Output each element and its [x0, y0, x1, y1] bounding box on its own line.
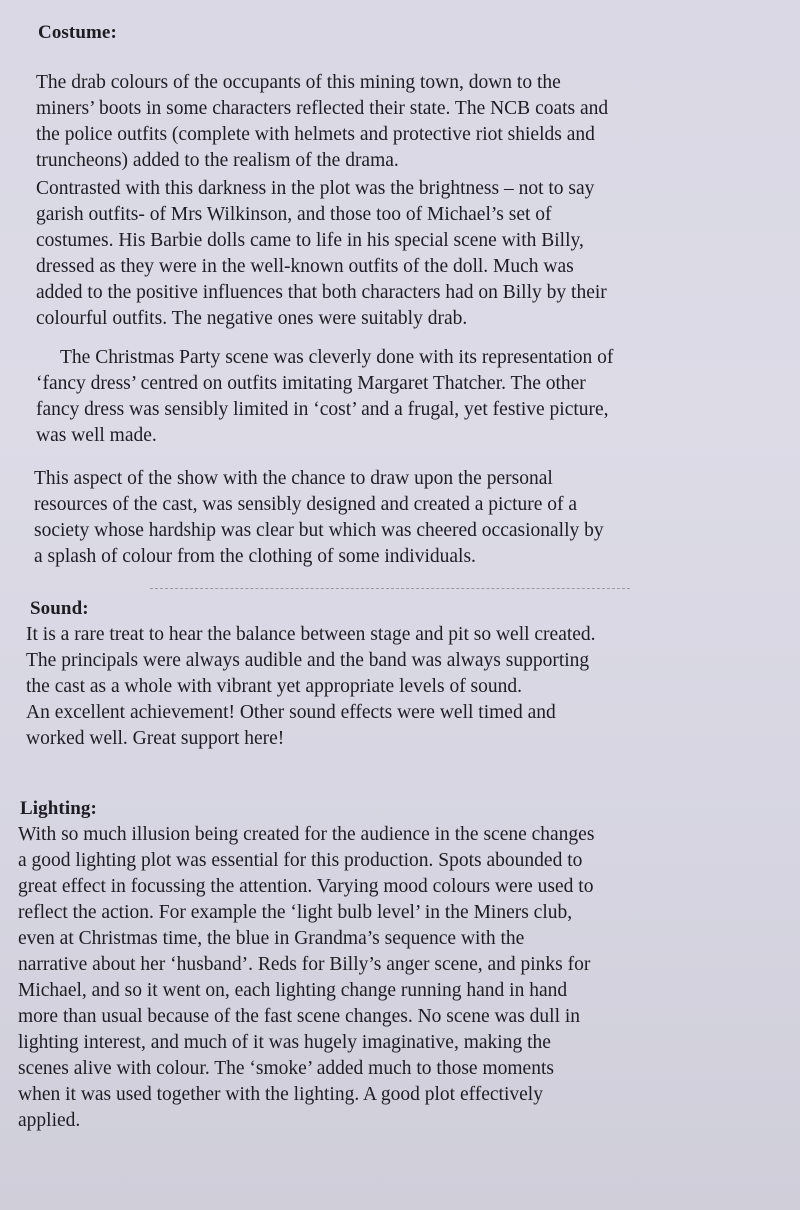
text-line: It is a rare treat to hear the balance between stage and pit so well created.: [26, 624, 596, 645]
text-line: This aspect of the show with the chance to draw upon the personal: [34, 468, 553, 489]
text-line: narrative about her ‘husband’. Reds for Billy’s anger scene, and pinks for: [18, 954, 591, 975]
lighting-paragraph: [18, 822, 594, 1134]
section-divider: [150, 588, 630, 589]
text-line: The principals were always audible and the band was always supporting: [26, 650, 590, 671]
text-line: fancy dress was sensibly limited in ‘cost’ and a frugal, yet festive picture,: [36, 399, 609, 420]
text-line: great effect in focussing the attention. Varying mood colours were used to: [18, 876, 594, 897]
text-line: scenes alive with colour. The ‘smoke’ added much to those moments: [18, 1058, 554, 1079]
text-line: miners’ boots in some characters reflected their state. The NCB coats and: [36, 98, 609, 119]
text-line: The Christmas Party scene was cleverly done with its representation of: [60, 347, 614, 368]
text-line: Michael, and so it went on, each lighting change running hand in hand: [18, 980, 568, 1001]
costume-paragraph-2: [36, 176, 607, 332]
text-line: more than usual because of the fast scene changes. No scene was dull in: [18, 1006, 581, 1027]
text-line: garish outfits- of Mrs Wilkinson, and those too of Michael’s set of: [36, 204, 552, 225]
text-line: applied.: [18, 1110, 81, 1131]
text-line: even at Christmas time, the blue in Grandma’s sequence with the: [18, 928, 525, 949]
text-line: The drab colours of the occupants of this mining town, down to the: [36, 72, 561, 93]
text-line: the cast as a whole with vibrant yet appropriate levels of sound.: [26, 676, 523, 697]
sound-heading: Sound:: [30, 598, 89, 619]
costume-heading: Costume:: [38, 22, 117, 43]
text-line: An excellent achievement! Other sound effects were well timed and: [26, 702, 556, 723]
text-line: lighting interest, and much of it was hugely imaginative, making the: [18, 1032, 551, 1053]
text-line: society whose hardship was clear but which was cheered occasionally by: [34, 520, 604, 541]
text-line: a splash of colour from the clothing of some individuals.: [34, 546, 476, 567]
text-line: when it was used together with the lighting. A good plot effectively: [18, 1084, 543, 1105]
sound-paragraph: [26, 622, 596, 752]
costume-paragraph-4: [34, 466, 604, 570]
lighting-heading: Lighting:: [20, 798, 97, 819]
text-line: ‘fancy dress’ centred on outfits imitating Margaret Thatcher. The other: [36, 373, 586, 394]
text-line: resources of the cast, was sensibly designed and created a picture of a: [34, 494, 578, 515]
text-line: With so much illusion being created for the audience in the scene changes: [18, 824, 595, 845]
text-line: added to the positive influences that both characters had on Billy by their: [36, 282, 607, 303]
text-line: a good lighting plot was essential for this production. Spots abounded to: [18, 850, 583, 871]
text-line: dressed as they were in the well-known outfits of the doll. Much was: [36, 256, 574, 277]
text-line: truncheons) added to the realism of the drama.: [36, 150, 399, 171]
text-line: the police outfits (complete with helmets and protective riot shields and: [36, 124, 595, 145]
costume-paragraph-1: [36, 70, 608, 174]
costume-paragraph-3: [36, 345, 613, 449]
text-line: was well made.: [36, 425, 157, 446]
text-line: costumes. His Barbie dolls came to life in his special scene with Billy,: [36, 230, 584, 251]
text-line: reflect the action. For example the ‘light bulb level’ in the Miners club,: [18, 902, 573, 923]
text-line: Contrasted with this darkness in the plot was the brightness – not to say: [36, 178, 595, 199]
text-line: colourful outfits. The negative ones were suitably drab.: [36, 308, 468, 329]
text-line: worked well. Great support here!: [26, 728, 285, 749]
